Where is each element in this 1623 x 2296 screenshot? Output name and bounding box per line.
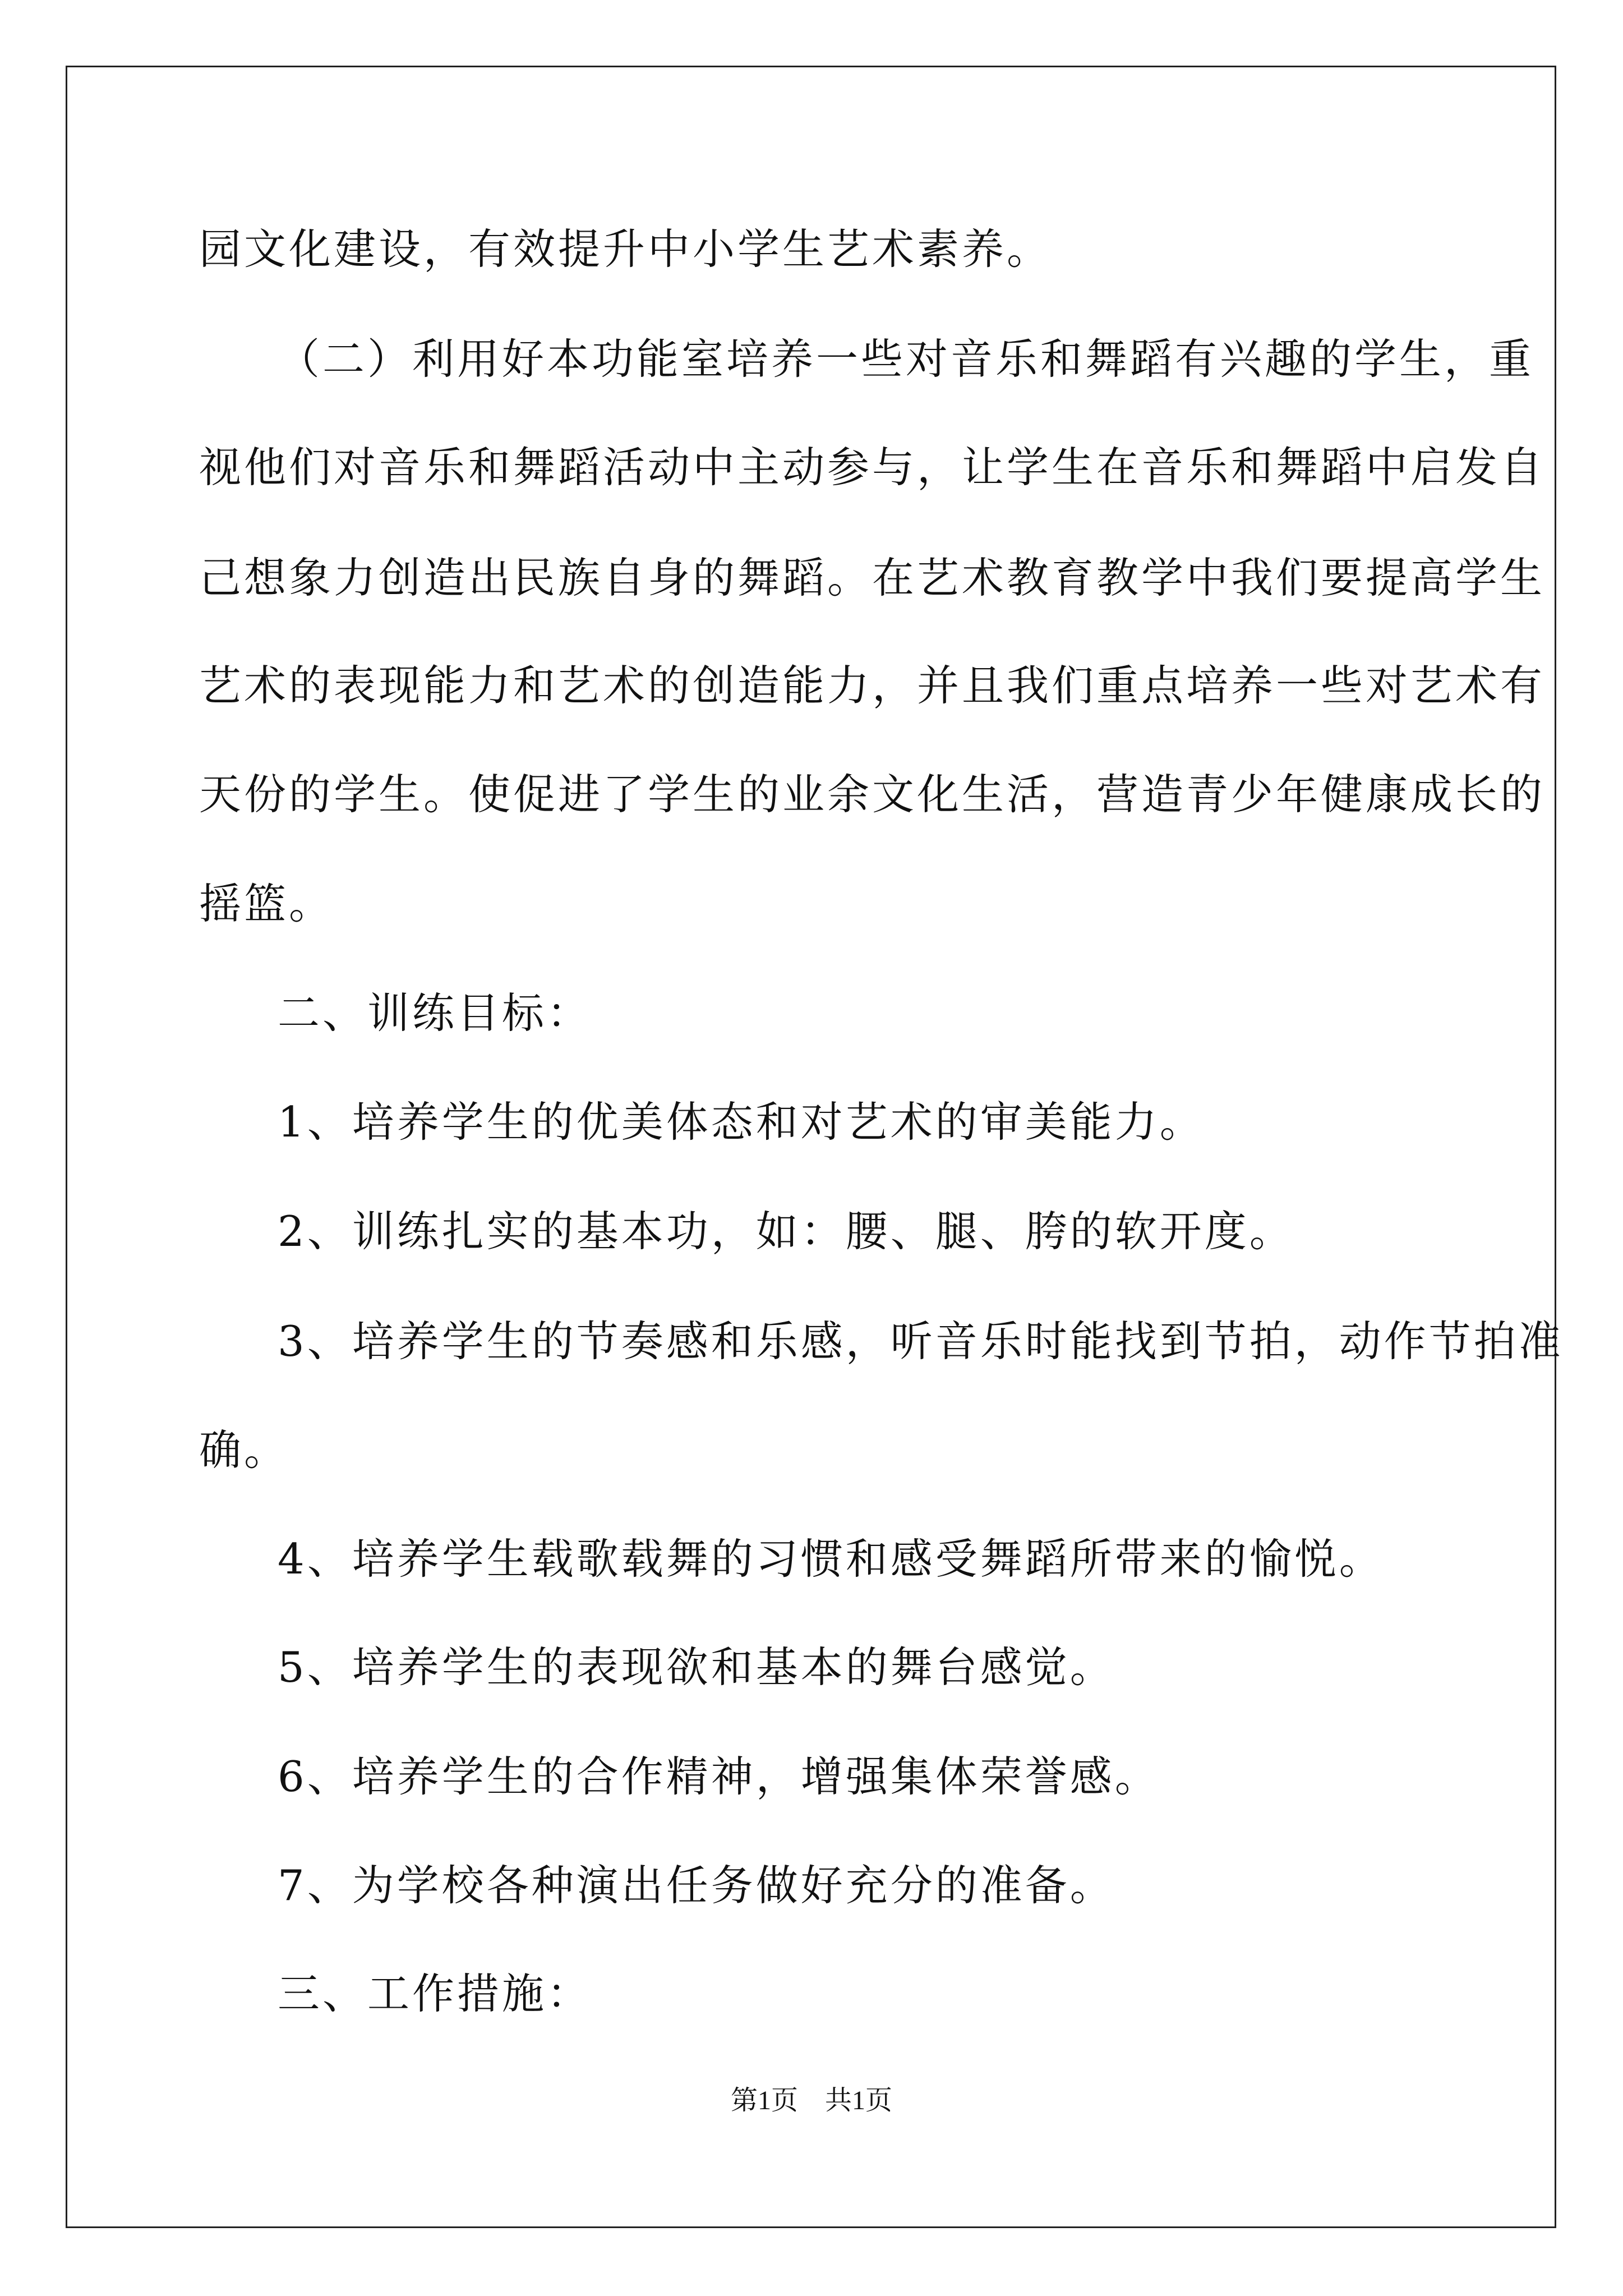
paragraph-line: 天份的学生。使促进了学生的业余文化生活，营造青少年健康成长的 xyxy=(199,770,1546,819)
list-item: 4、培养学生载歌载舞的习惯和感受舞蹈所带来的愉悦。 xyxy=(278,1534,1384,1584)
paragraph-line: 艺术的表现能力和艺术的创造能力，并且我们重点培养一些对艺术有 xyxy=(199,661,1546,710)
section-heading: 三、工作措施： xyxy=(278,1969,592,2018)
list-item: 1、培养学生的优美体态和对艺术的审美能力。 xyxy=(278,1097,1205,1147)
paragraph-line: 己想象力创造出民族自身的舞蹈。在艺术教育教学中我们要提高学生 xyxy=(199,553,1546,602)
paragraph-line: 园文化建设，有效提升中小学生艺术素养。 xyxy=(199,224,1052,274)
paragraph-line: 摇篮。 xyxy=(199,879,334,928)
list-item: 6、培养学生的合作精神，增强集体荣誉感。 xyxy=(278,1752,1160,1801)
list-item: 7、为学校各种演出任务做好充分的准备。 xyxy=(278,1861,1115,1910)
list-item: 2、训练扎实的基本功，如：腰、腿、胯的软开度。 xyxy=(278,1207,1294,1256)
paragraph-line: 视他们对音乐和舞蹈活动中主动参与，让学生在音乐和舞蹈中启发自 xyxy=(199,443,1546,492)
list-item-continuation: 确。 xyxy=(199,1425,289,1475)
list-item: 3、培养学生的节奏感和乐感，听音乐时能找到节拍，动作节拍准 xyxy=(278,1317,1564,1366)
section-heading: 二、训练目标： xyxy=(278,988,592,1038)
list-item: 5、培养学生的表现欲和基本的舞台感觉。 xyxy=(278,1642,1115,1692)
paragraph-line: （二）利用好本功能室培养一些对音乐和舞蹈有兴趣的学生，重 xyxy=(278,334,1534,384)
page-number-footer: 第1页 共1页 xyxy=(730,2086,892,2115)
